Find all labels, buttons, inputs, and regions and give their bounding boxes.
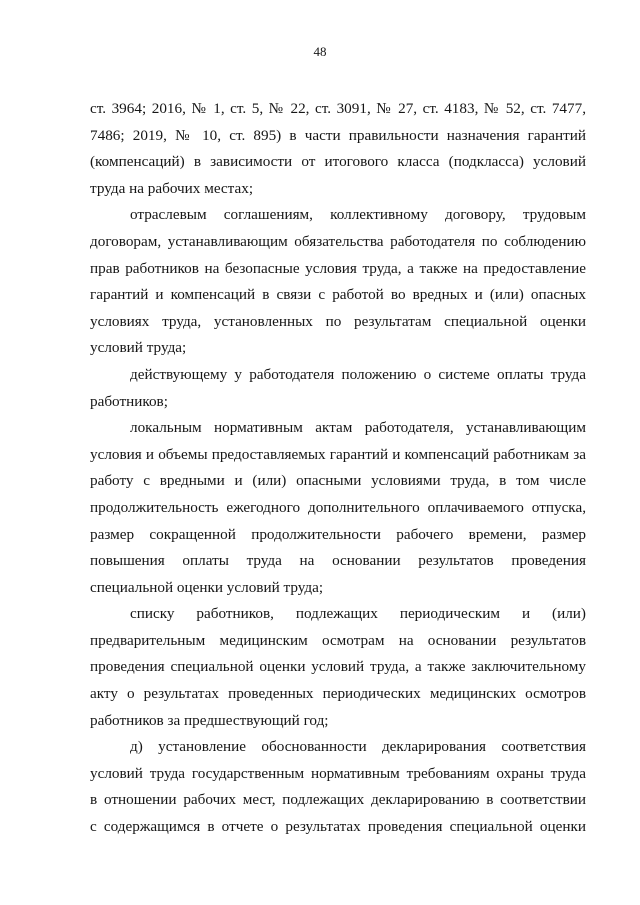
page-number: 48 <box>313 44 327 59</box>
text-line: предварительным медицинским осмотрам на основании результатов <box>90 631 586 649</box>
text-line: с содержащимся в отчете о результатах проведения специальной оценки <box>90 818 586 836</box>
text-line: (компенсаций) в зависимости от итогового класса (подкласса) условий <box>90 153 586 171</box>
text-line: прав работников на безопасные условия труда, а также на предоставление <box>90 259 586 277</box>
text-line: условий труда; <box>90 339 187 357</box>
paragraph-medical-exams <box>90 601 586 734</box>
text-line: списку работников, подлежащих периодическим и (или) <box>130 605 586 623</box>
paragraph-declaration <box>90 734 586 840</box>
paragraph-payment-system <box>90 362 586 415</box>
text-line: проведения специальной оценки условий труда, а также заключительному <box>90 658 586 676</box>
text-line: условиях труда, установленных по результатам специальной оценки <box>90 312 586 330</box>
paragraph-local-acts <box>90 415 586 601</box>
text-line: отраслевым соглашениям, коллективному договору, трудовым <box>130 206 586 224</box>
text-line: локальным нормативным актам работодателя, устанавливающим <box>130 419 586 437</box>
text-line: 7486; 2019, № 10, ст. 895) в части правильности назначения гарантий <box>90 126 586 144</box>
paragraph-legal-reference <box>90 96 586 202</box>
text-line: труда на рабочих местах; <box>90 179 254 197</box>
text-line: продолжительность ежегодного дополнительного оплачиваемого отпуска, <box>90 498 586 516</box>
text-line: действующему у работодателя положению о системе оплаты труда <box>130 365 586 383</box>
text-line: специальной оценки условий труда; <box>90 578 324 596</box>
text-line: условия и объемы предоставляемых гарантий и компенсаций работникам за <box>90 445 586 463</box>
text-line: акту о результатах проведенных периодических медицинских осмотров <box>90 685 586 703</box>
text-line: ст. 3964; 2016, № 1, ст. 5, № 22, ст. 3091, № 27, ст. 4183, № 52, ст. 7477, <box>90 100 586 117</box>
document-body <box>90 96 586 841</box>
text-line: договорам, устанавливающим обязательства работодателя по соблюдению <box>90 232 586 250</box>
text-line: работников за предшествующий год; <box>90 711 329 729</box>
text-line: работу с вредными и (или) опасными условиями труда, в том числе <box>90 472 586 490</box>
text-line: гарантий и компенсаций в связи с работой во вредных и (или) опасных <box>90 286 586 304</box>
text-line: работников; <box>90 392 168 410</box>
text-line: размер сокращенной продолжительности рабочего времени, размер <box>90 525 586 543</box>
paragraph-industry-agreements <box>90 202 586 362</box>
text-line: д) установление обоснованности декларирования соответствия <box>130 738 586 756</box>
text-line: в отношении рабочих мест, подлежащих декларированию в соответствии <box>90 791 586 809</box>
text-line: повышения оплаты труда на основании результатов проведения <box>90 552 586 570</box>
text-line: условий труда государственным нормативным требованиям охраны труда <box>90 764 586 782</box>
